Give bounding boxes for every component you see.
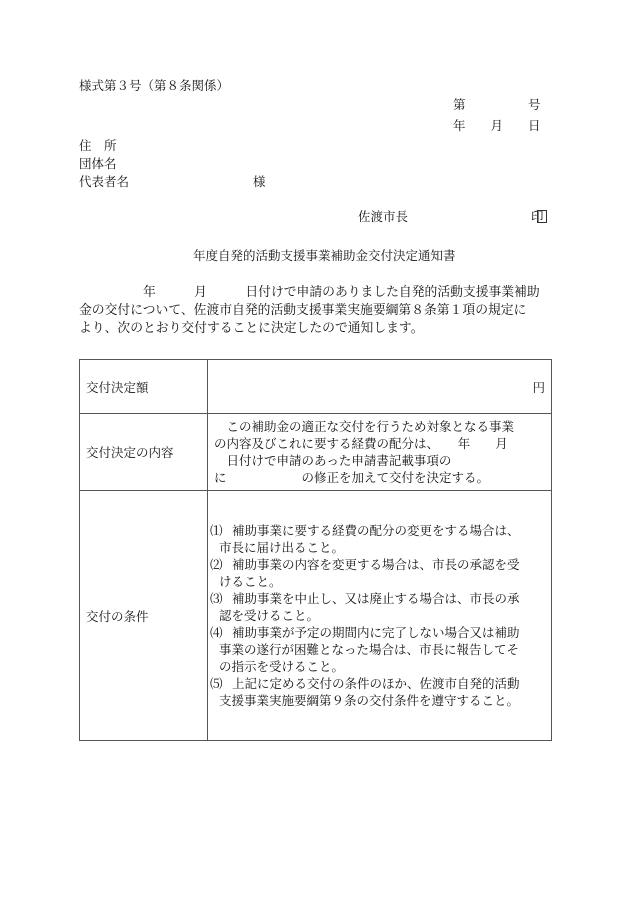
condition-number: ⑸ xyxy=(210,676,223,691)
form-number: 様式第３号（第８条関係） xyxy=(79,78,230,93)
condition-text: 上記に定める交付の条件のほか、佐渡市自発的活動 xyxy=(232,676,520,691)
seal-mark: 印 xyxy=(531,209,544,224)
condition-text-cont: 事業の遂行が困難となった場合は、市長に報告してそ xyxy=(219,642,520,657)
organization-label: 団体名 xyxy=(79,156,117,171)
representative-label: 代表者名 xyxy=(79,174,130,189)
condition-number: ⑵ xyxy=(210,557,223,572)
conditions-label: 交付の条件 xyxy=(80,491,208,741)
condition-text-cont: 支援事業実施要綱第９条の交付条件を遵守すること。 xyxy=(219,693,520,708)
decision-table xyxy=(79,359,552,741)
grant-amount-label: 交付決定額 xyxy=(80,360,208,414)
table-row xyxy=(80,414,552,491)
body-line-3: より、次のとおり交付することに決定したので通知します。 xyxy=(79,321,424,336)
body-line-1: 年 月 日付けで申請のありました自発的活動支援事業補助 xyxy=(79,285,540,300)
condition-text: 補助事業の内容を変更する場合は、市長の承認を受 xyxy=(232,557,520,572)
condition-text-cont: けること。 xyxy=(219,574,282,589)
condition-text: 補助事業を中止し、又は廃止する場合は、市長の承 xyxy=(232,591,520,606)
condition-item xyxy=(210,556,545,590)
content-line: この補助金の適正な交付を行うため対象となる事業 xyxy=(214,419,515,434)
content-line: に の修正を加えて交付を決定する。 xyxy=(214,470,490,485)
condition-item xyxy=(210,522,545,556)
decision-content xyxy=(208,414,552,491)
decision-content-label: 交付決定の内容 xyxy=(80,414,208,491)
grant-amount-value: 円 xyxy=(208,360,552,414)
conditions-list xyxy=(208,491,552,741)
condition-item xyxy=(210,590,545,624)
body-line-2: 金の交付について、佐渡市自発的活動支援事業実施要綱第８条第１項の規定に xyxy=(79,303,527,318)
condition-text-cont: 認を受けること。 xyxy=(219,608,320,623)
condition-text: 補助事業に要する経費の配分の変更をする場合は、 xyxy=(232,523,520,538)
content-line: 日付けで申請のあった申請書記載事項の xyxy=(214,453,452,468)
condition-text-cont: 市長に届け出ること。 xyxy=(219,540,345,555)
condition-number: ⑴ xyxy=(210,523,223,538)
table-row xyxy=(80,360,552,414)
condition-text: 補助事業が予定の期間内に完了しない場合又は補助 xyxy=(232,625,520,640)
condition-number: ⑷ xyxy=(210,625,223,640)
issuer-title: 佐渡市長 xyxy=(358,209,409,224)
issue-date: 年 月 日 xyxy=(453,118,541,133)
address-label: 住 所 xyxy=(79,138,117,153)
condition-number: ⑶ xyxy=(210,591,223,606)
document-number: 第 号 xyxy=(453,97,541,112)
honorific: 様 xyxy=(253,174,266,189)
table-row xyxy=(80,491,552,741)
content-line: の内容及びこれに要する経費の配分は、 年 月 xyxy=(214,436,508,451)
seal-box xyxy=(537,210,547,223)
condition-item xyxy=(210,675,545,709)
condition-item xyxy=(210,624,545,675)
document-title: 年度自発的活動支援事業補助金交付決定通知書 xyxy=(193,248,456,263)
condition-text-cont: の指示を受けること。 xyxy=(219,659,345,674)
